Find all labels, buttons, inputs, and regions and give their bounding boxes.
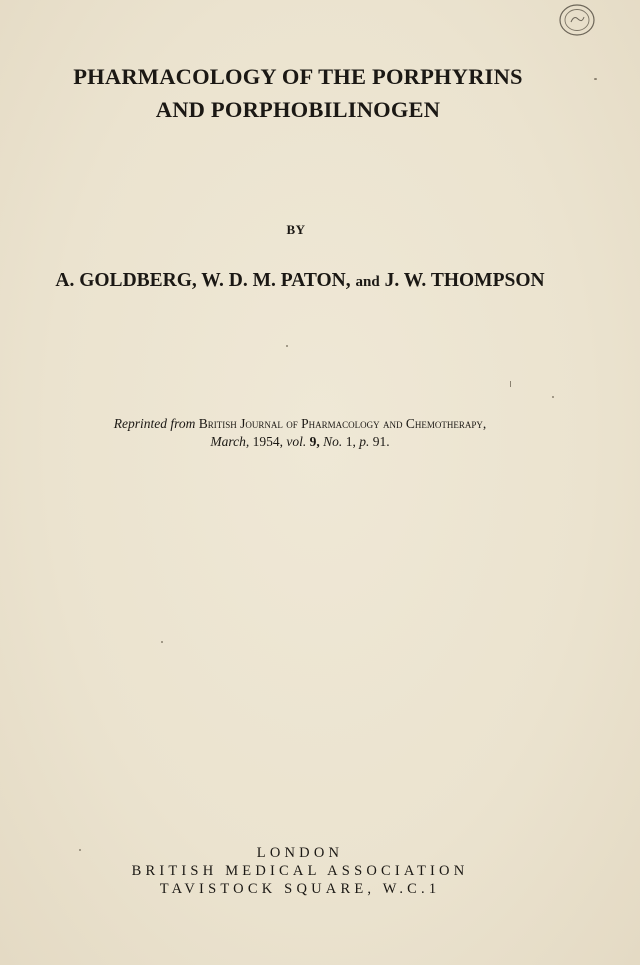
imprint-publisher: BRITISH MEDICAL ASSOCIATION	[131, 863, 469, 879]
byline: BY	[286, 222, 306, 237]
reprinted-from-label: Reprinted from	[113, 416, 196, 431]
citation-vol: 9,	[309, 434, 320, 449]
citation-no: 1,	[345, 434, 356, 449]
authors	[0, 270, 600, 292]
paper-speck	[79, 849, 81, 851]
citation-year: 1954,	[252, 434, 284, 449]
citation-page: 91.	[372, 434, 390, 449]
citation-vol-label: vol.	[286, 434, 307, 449]
imprint-address: TAVISTOCK SQUARE, W.C.1	[159, 881, 441, 897]
citation-page-label: p.	[359, 434, 370, 449]
paper-speck	[161, 641, 163, 643]
imprint-city: LONDON	[256, 845, 344, 861]
title-line-1: PHARMACOLOGY OF THE PORPHYRINS	[73, 64, 523, 89]
reprint-line-1	[0, 416, 600, 432]
paper-speck	[510, 381, 511, 387]
reprint-line-2	[0, 434, 600, 450]
citation-month: March,	[210, 434, 250, 449]
journal-name: British Journal of Pharmacology and Chemotherapy,	[198, 416, 487, 431]
authors-part-2: J. W. THOMPSON	[384, 270, 545, 291]
paper-speck	[286, 345, 288, 347]
authors-and: and	[355, 274, 380, 290]
paper-speck	[552, 396, 554, 398]
title-line-2: AND PORPHOBILINOGEN	[155, 97, 441, 122]
citation-no-label: No.	[323, 434, 343, 449]
library-seal-stamp-icon	[557, 2, 597, 38]
authors-part-1: A. GOLDBERG, W. D. M. PATON,	[55, 270, 351, 291]
paper-speck	[594, 78, 597, 80]
